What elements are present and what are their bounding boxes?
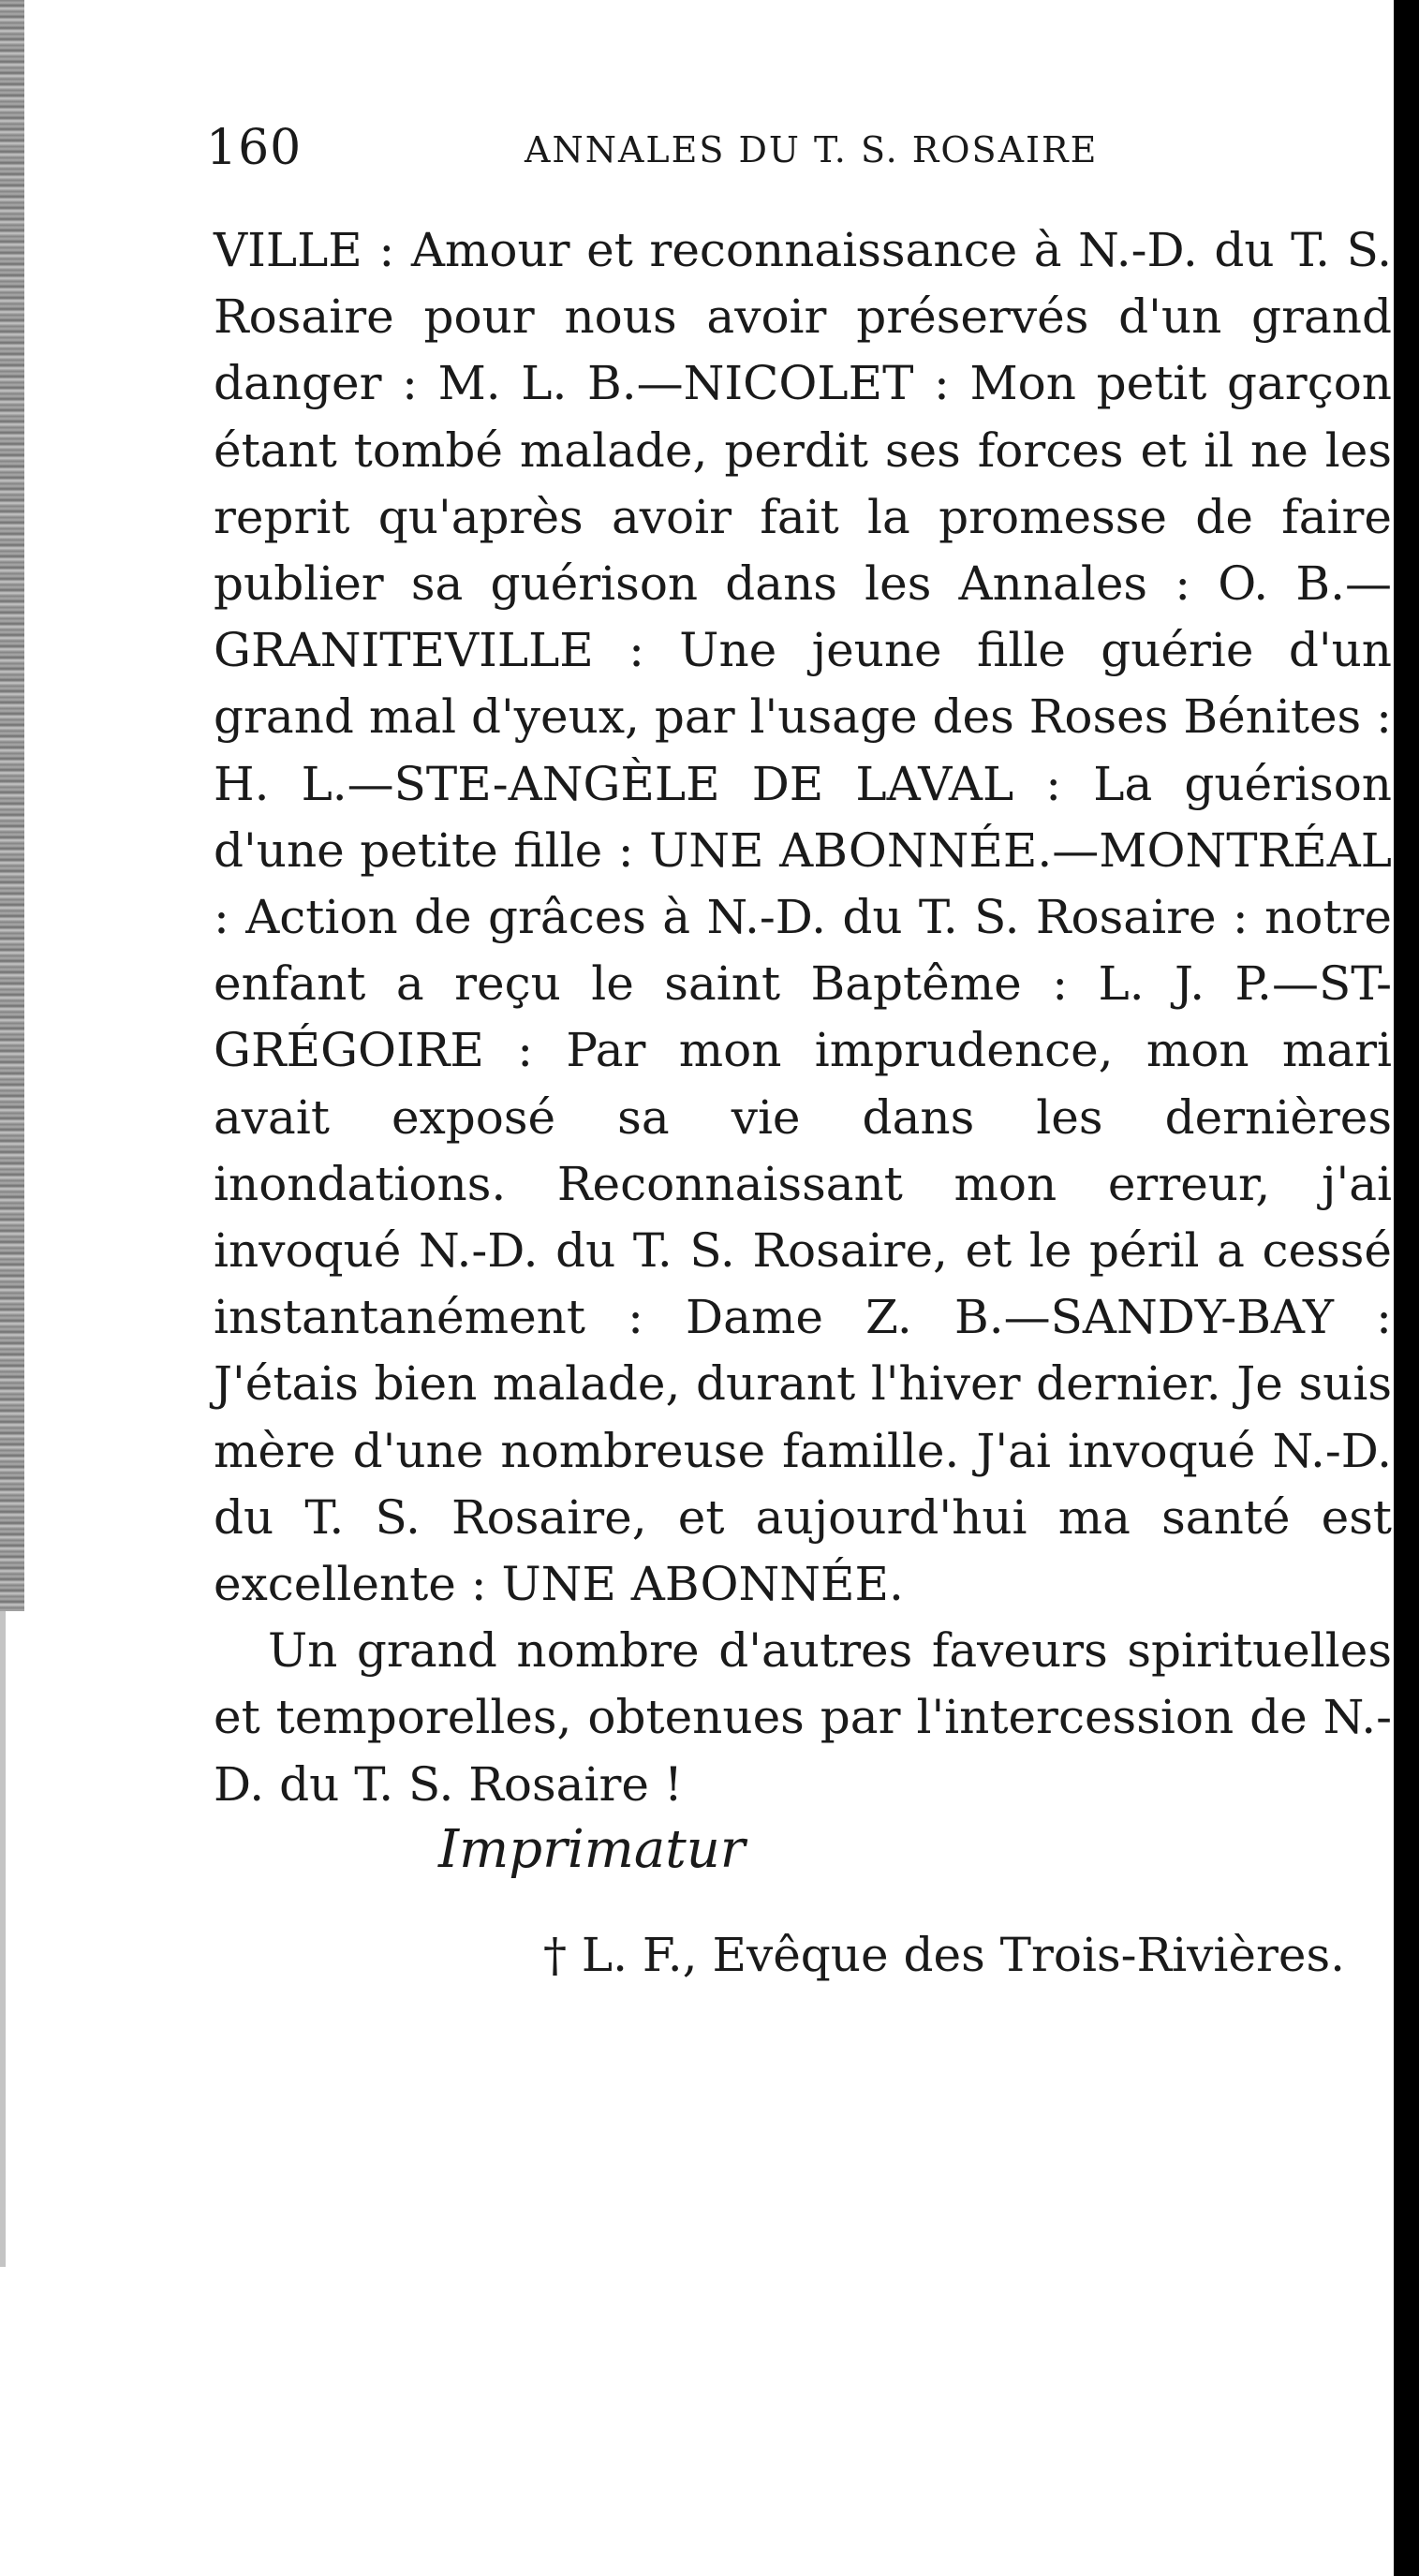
page-header: [206, 120, 1377, 195]
page-left-edge-lower: [0, 1611, 6, 2267]
running-title: ANNALES DU T. S. ROSAIRE: [525, 129, 1099, 170]
body-text: [214, 217, 1392, 1818]
paragraph-closing: Un grand nombre d'autres faveurs spirituelles et temporelles, obtenues par l'intercession de N.-D. du T. S. Rosaire !: [214, 1623, 1392, 1812]
page-left-edge: [0, 0, 24, 1611]
page-right-edge: [1394, 0, 1419, 2576]
page-number: 160: [206, 120, 303, 176]
paragraph-favours-list: VILLE : Amour et reconnaissance à N.-D. du T. S. Rosaire pour nous avoir préservés d'un grand danger : M. L. B.—NICOLET : Mon petit garçon étant tombé malade, perdit ses forces et il ne les reprit qu'après avoir fait la promesse de faire publier sa guérison dans les Annales : O. B.—GRANITEVILLE : Une jeune fille guérie d'un grand mal d'yeux, par l'usage des Roses Bénites : H. L.—STE-ANGÈLE DE LAVAL : La guérison d'une petite fille : UNE ABONNÉE.—MONTRÉAL : Action de grâces à N.-D. du T. S. Rosaire : notre enfant a reçu le saint Baptême : L. J. P.—ST-GRÉGOIRE : Par mon imprudence, mon mari avait exposé sa vie dans les dernières inondations. Reconnaissant mon erreur, j'ai invoqué N.-D. du T. S. Rosaire, et le péril a cessé instantanément : Dame Z. B.—SANDY-BAY : J'étais bien malade, durant l'hiver dernier. Je suis mère d'une nombreuse famille. J'ai invoqué N.-D. du T. S. Rosaire, et aujourd'hui ma santé est excellente : UNE ABONNÉE.: [214, 223, 1392, 1612]
imprimatur-heading: Imprimatur: [438, 1819, 746, 1880]
bishop-signature-line: † L. F., Evêque des Trois-Rivières.: [543, 1928, 1346, 1982]
